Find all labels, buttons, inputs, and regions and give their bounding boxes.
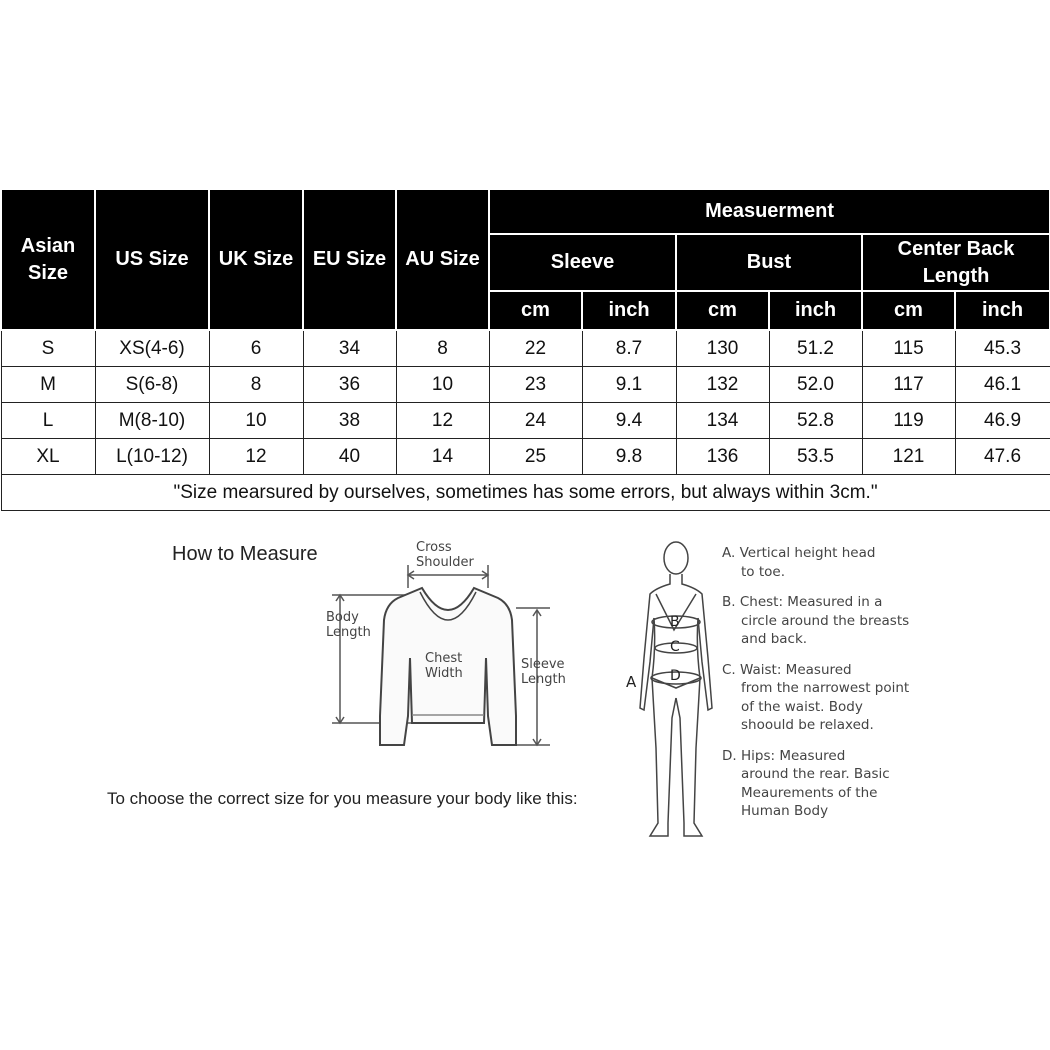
size-chart-table xyxy=(0,188,1050,511)
cell: 9.8 xyxy=(582,439,676,475)
legend-item-a: A. Vertical height head to toe. xyxy=(722,545,876,580)
cell: M xyxy=(1,367,95,403)
cell: 119 xyxy=(862,403,955,439)
body-label-c: C xyxy=(670,639,680,655)
cell: 22 xyxy=(489,330,582,367)
table-row xyxy=(1,330,1050,367)
cell: 52.0 xyxy=(769,367,862,403)
cell: XL xyxy=(1,439,95,475)
header-bust: Bust xyxy=(676,234,862,291)
header-bust-cm: cm xyxy=(676,291,769,330)
cell: 46.9 xyxy=(955,403,1050,439)
header-au-size: AU Size xyxy=(396,189,489,330)
cell: 115 xyxy=(862,330,955,367)
body-label-b: B xyxy=(670,614,680,630)
cell: 23 xyxy=(489,367,582,403)
human-body-illustration xyxy=(628,538,728,848)
cell: S(6-8) xyxy=(95,367,209,403)
body-length-label: Body Length xyxy=(326,610,371,640)
header-cbl-inch: inch xyxy=(955,291,1050,330)
cell: 10 xyxy=(396,367,489,403)
cell: 24 xyxy=(489,403,582,439)
cell: 9.1 xyxy=(582,367,676,403)
header-eu-size: EU Size xyxy=(303,189,396,330)
cell: 134 xyxy=(676,403,769,439)
cell: 8 xyxy=(209,367,303,403)
cell: 6 xyxy=(209,330,303,367)
legend-item-d: D. Hips: Measured around the rear. Basic Meaurements of the Human Body xyxy=(722,747,890,819)
how-to-measure-title: How to Measure xyxy=(172,543,318,565)
cell: 130 xyxy=(676,330,769,367)
cell: 10 xyxy=(209,403,303,439)
header-sleeve-cm: cm xyxy=(489,291,582,330)
legend-item-b: B. Chest: Measured in a circle around the breasts and back. xyxy=(722,594,910,647)
cell: 12 xyxy=(396,403,489,439)
table-row xyxy=(1,367,1050,403)
header-uk-size: UK Size xyxy=(209,189,303,330)
cell: 117 xyxy=(862,367,955,403)
cell: L xyxy=(1,403,95,439)
cell: 25 xyxy=(489,439,582,475)
header-sleeve-inch: inch xyxy=(582,291,676,330)
cell: 136 xyxy=(676,439,769,475)
table-row xyxy=(1,403,1050,439)
cell: 14 xyxy=(396,439,489,475)
measurement-note: "Size mearsured by ourselves, sometimes has some errors, but always within 3cm." xyxy=(1,475,1050,511)
cell: 47.6 xyxy=(955,439,1050,475)
cell: 38 xyxy=(303,403,396,439)
header-asian-size: Asian Size xyxy=(1,189,95,330)
cell: 45.3 xyxy=(955,330,1050,367)
body-label-a: A xyxy=(626,673,637,691)
header-bust-inch: inch xyxy=(769,291,862,330)
legend-item-c: C. Waist: Measured from the narrowest point of the waist. Body shoould be relaxed. xyxy=(722,661,910,733)
header-sleeve: Sleeve xyxy=(489,234,676,291)
cell: 51.2 xyxy=(769,330,862,367)
body-measure-legend xyxy=(722,544,912,833)
cell: 121 xyxy=(862,439,955,475)
cell: 52.8 xyxy=(769,403,862,439)
table-row xyxy=(1,439,1050,475)
header-center-back-length: Center Back Length xyxy=(862,234,1050,291)
cell: S xyxy=(1,330,95,367)
header-us-size: US Size xyxy=(95,189,209,330)
measure-instruction: To choose the correct size for you measure your body like this: xyxy=(107,789,578,808)
cell: 34 xyxy=(303,330,396,367)
cell: 9.4 xyxy=(582,403,676,439)
cell: 8.7 xyxy=(582,330,676,367)
header-measurement: Measuerment xyxy=(489,189,1050,234)
table-note-row xyxy=(1,475,1050,511)
body-label-d: D xyxy=(670,668,681,684)
cell: 12 xyxy=(209,439,303,475)
cell: M(8-10) xyxy=(95,403,209,439)
cell: 40 xyxy=(303,439,396,475)
cell: XS(4-6) xyxy=(95,330,209,367)
cell: 132 xyxy=(676,367,769,403)
sleeve-length-label: Sleeve Length xyxy=(521,657,566,687)
cell: L(10-12) xyxy=(95,439,209,475)
cell: 36 xyxy=(303,367,396,403)
header-cbl-cm: cm xyxy=(862,291,955,330)
cell: 8 xyxy=(396,330,489,367)
cell: 53.5 xyxy=(769,439,862,475)
cross-shoulder-label: Cross Shoulder xyxy=(416,540,474,570)
chest-width-label: Chest Width xyxy=(425,651,463,681)
cell: 46.1 xyxy=(955,367,1050,403)
